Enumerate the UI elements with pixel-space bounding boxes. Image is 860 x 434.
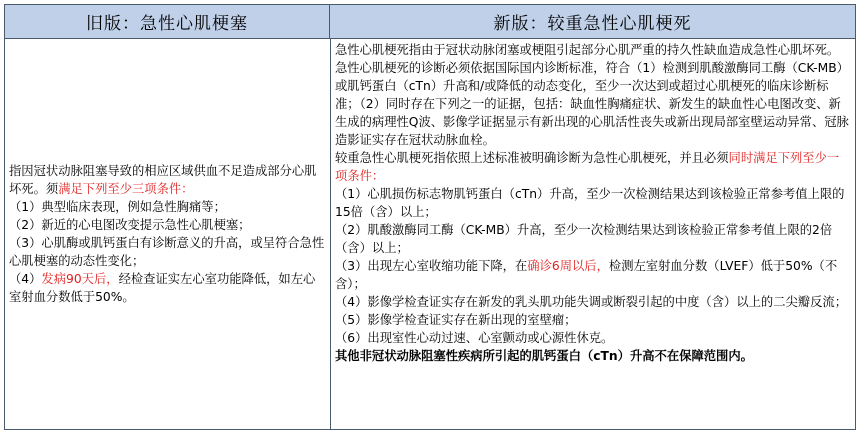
old-version-header — [5, 5, 330, 39]
new-definition: 急性心肌梗死指由于冠状动脉闭塞或梗阻引起部分心肌严重的持久性缺血造成急性心肌坏死。急性心肌梗死的诊断必须依据国际国内诊断标准，符合（1）检测到肌酸激酶同工酶（CK-MB）或肌钙蛋白（cTn）升高和/或降低的动态变化，至少一次达到或超过心肌梗死的临床诊断标准；（2）同时存在下列之一的证据，包括：缺血性胸痛症状、新发生的缺血性心电图改变、新生成的病理性Q波、影像学证据显示有新出现的心肌活性丧失或新出现局部室壁运动异常、冠脉造影证实存在冠状动脉血栓。 — [335, 43, 849, 147]
new-version-cell — [331, 41, 855, 365]
new-item-1: （1）心肌损伤标志物肌钙蛋白（cTn）升高，至少一次检测结果达到该检验正常参考值上限的15倍（含）以上； — [335, 187, 845, 219]
new-item-3-prefix: （3）出现左心室收缩功能下降，在 — [335, 259, 528, 273]
old-intro-text: 指因冠状动脉阻塞导致的相应区域供血不足造成部分心肌坏死。须 — [9, 164, 317, 196]
old-item-3: （3）心肌酶或肌钙蛋白有诊断意义的升高，或呈符合急性心肌梗塞的动态性变化； — [9, 236, 325, 268]
old-item-1: （1）典型临床表现，例如急性胸痛等； — [9, 200, 226, 214]
new-severe-definition — [335, 149, 849, 185]
new-item-6: （6）出现室性心动过速、心室颤动或心源性休克。 — [335, 331, 614, 345]
new-para2-text: 较重急性心肌梗死指依照上述标准被明确诊断为急性心肌梗死，并且必须 — [335, 151, 729, 165]
new-item-3 — [335, 257, 849, 293]
old-version-cell — [5, 39, 330, 429]
old-definition — [9, 162, 326, 198]
old-condition-highlight: 满足下列至少三项条件： — [58, 182, 194, 196]
old-item-4-rest: 经检查证实左心室功能降低，如左心室射血分数低于50%。 — [9, 272, 316, 304]
old-item-4 — [9, 270, 326, 306]
new-version-title: 新版：较重急性心肌梗死 — [493, 14, 692, 34]
new-item-4: （4）影像学检查证实存在新发的乳头肌功能失调或断裂引起的中度（含）以上的二尖瓣反流； — [335, 295, 847, 309]
new-exclusion-note: 其他非冠状动脉阻塞性疾病所引起的肌钙蛋白（cTn）升高不在保障范围内。 — [335, 349, 753, 363]
new-item-5: （5）影像学检查证实存在新出现的室壁瘤； — [335, 313, 577, 327]
new-item-3-highlight: 确诊6周以后， — [527, 259, 609, 273]
old-item-4-highlight: 发病90天后， — [41, 272, 119, 286]
new-condition-highlight: 同时满足下列至少一项条件： — [335, 151, 840, 183]
old-version-title: 旧版：急性心肌梗塞 — [86, 14, 248, 34]
new-item-2: （2）肌酸激酶同工酶（CK-MB）升高，至少一次检测结果达到该检验正常参考值上限的2倍（含）以上； — [335, 223, 833, 255]
new-version-header — [330, 5, 855, 39]
new-item-3-rest: 检测左室射血分数（LVEF）低于50%（不含）； — [335, 259, 838, 291]
old-item-2: （2）新近的心电图改变提示急性心肌梗塞； — [9, 218, 251, 232]
old-item-4-prefix: （4） — [9, 272, 42, 286]
comparison-table — [4, 4, 856, 430]
